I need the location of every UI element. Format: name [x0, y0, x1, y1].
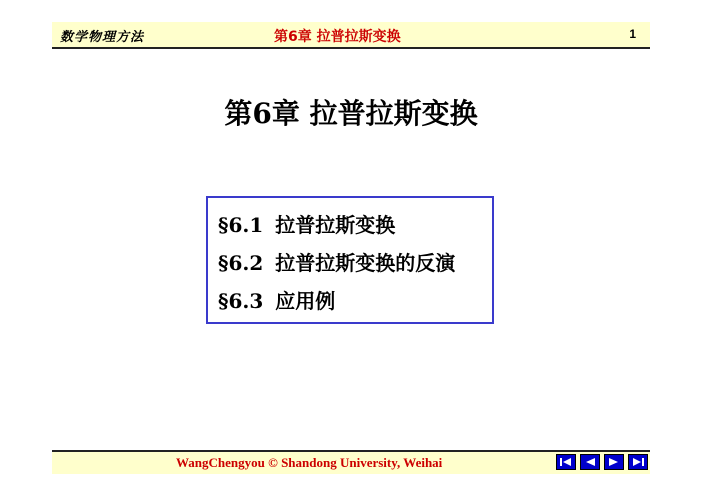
- first-page-icon: [559, 457, 573, 467]
- toc-item-6-2[interactable]: [208, 244, 492, 282]
- first-page-button[interactable]: [556, 454, 576, 470]
- toc-item-number: §6.1: [218, 213, 264, 237]
- toc-item-6-3[interactable]: [208, 282, 492, 320]
- previous-page-icon: [583, 457, 597, 467]
- toc-item-number: §6.2: [218, 251, 264, 275]
- last-page-button[interactable]: [628, 454, 648, 470]
- chapter-header: 第6章 拉普拉斯变换: [274, 29, 401, 45]
- slide-navigation: [556, 454, 648, 470]
- previous-page-button[interactable]: [580, 454, 600, 470]
- page-title: 第6章 拉普拉斯变换: [224, 97, 478, 130]
- footer-credit: WangChengyou © Shandong University, Weihai: [176, 455, 443, 470]
- toc-item-label: 应用例: [275, 289, 336, 313]
- toc-item-label: 拉普拉斯变换的反演: [275, 251, 456, 275]
- course-title: 数学物理方法: [60, 30, 145, 45]
- header-bar: [52, 22, 650, 49]
- toc-item-6-1[interactable]: [208, 206, 492, 244]
- toc-item-number: §6.3: [218, 289, 264, 313]
- page-number: 1: [629, 27, 636, 41]
- table-of-contents: [206, 196, 494, 324]
- next-page-icon: [607, 457, 621, 467]
- next-page-button[interactable]: [604, 454, 624, 470]
- last-page-icon: [631, 457, 645, 467]
- footer-bar: [52, 450, 650, 474]
- toc-item-label: 拉普拉斯变换: [275, 213, 396, 237]
